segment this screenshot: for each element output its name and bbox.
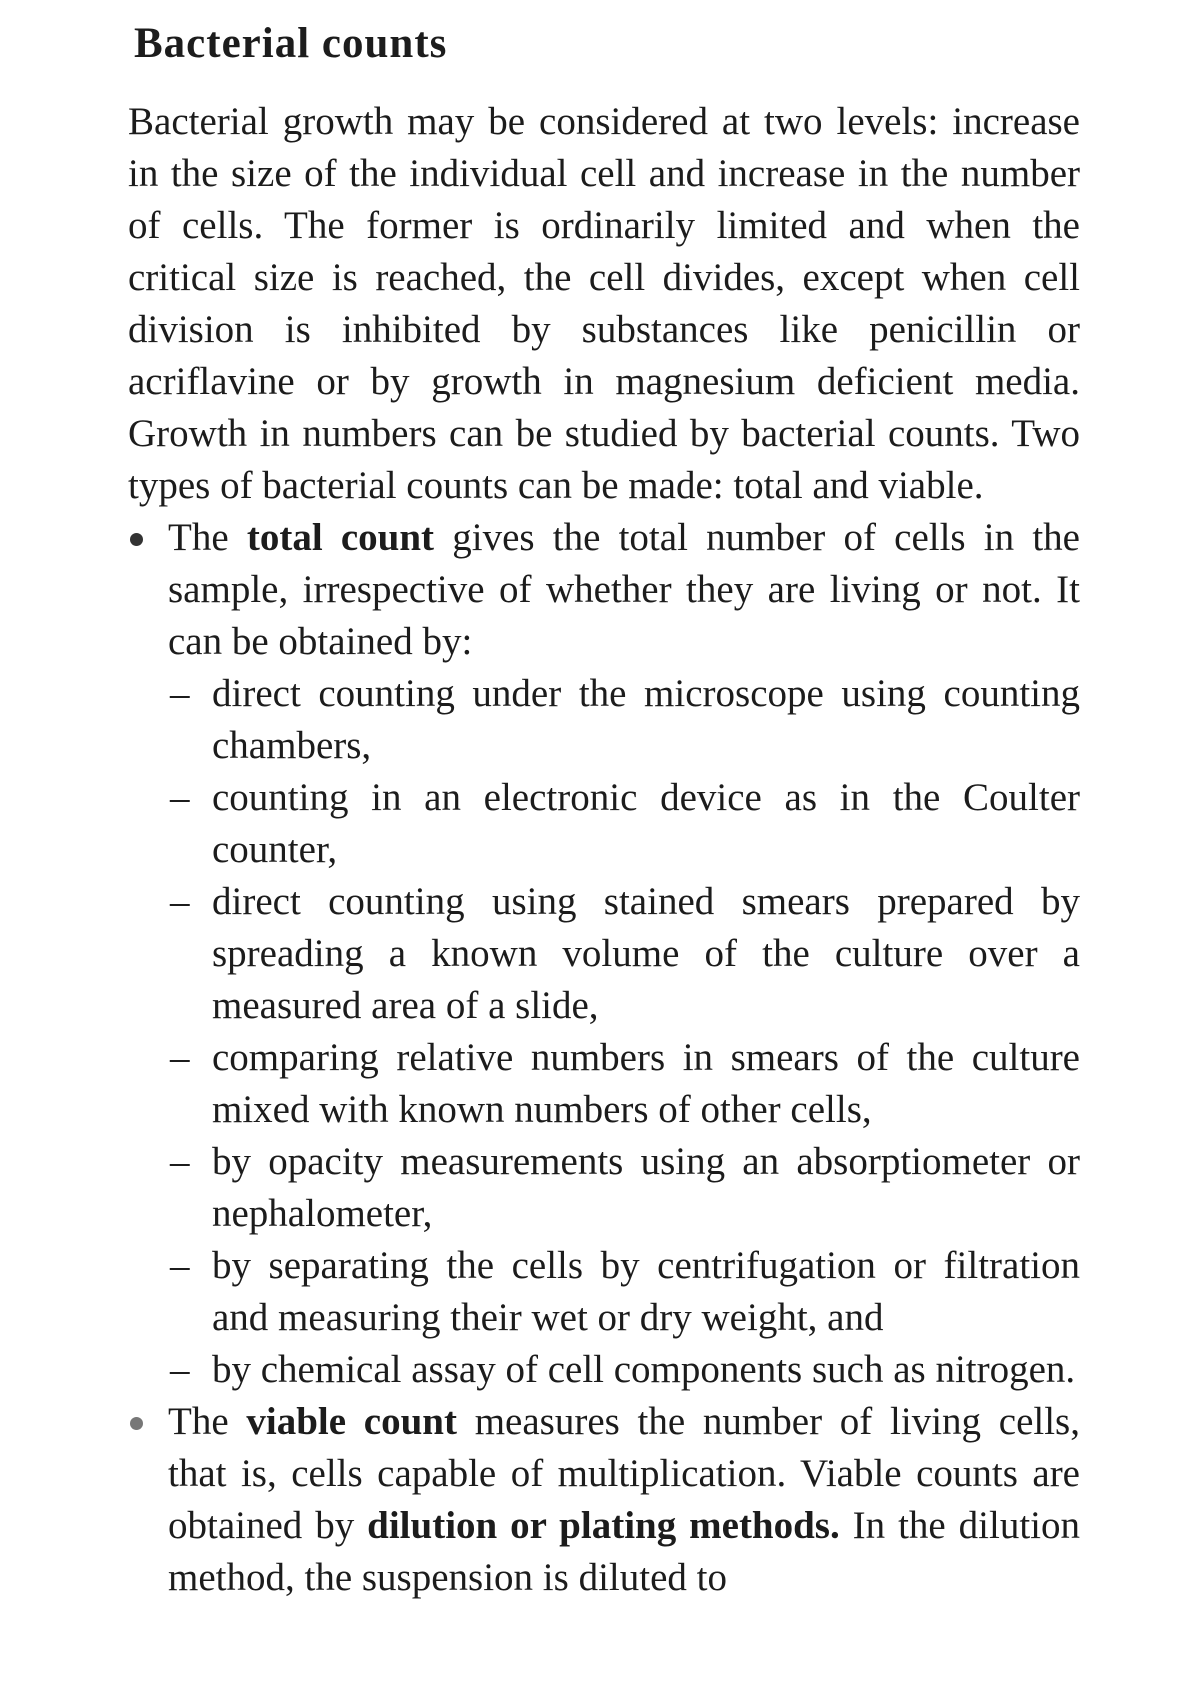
dash-icon: – (170, 880, 190, 923)
list-item: – comparing relative numbers in smears of the culture mixed with known numbers of other cells, (168, 1032, 1080, 1136)
list-item: – by chemical assay of cell components such as nitrogen. (168, 1344, 1080, 1396)
total-count-pre: The (168, 516, 247, 559)
viable-count-pre: The (168, 1400, 247, 1443)
count-types-list (128, 512, 1080, 1604)
dash-icon: – (170, 672, 190, 715)
viable-count-bullet (128, 1396, 1080, 1604)
dash-icon: – (170, 1244, 190, 1287)
methods-term: dilution or plating methods. (367, 1504, 840, 1547)
dash-icon: – (170, 1348, 190, 1391)
total-count-term: total count (246, 516, 435, 559)
dash-icon: – (170, 776, 190, 819)
total-count-text: gives the total number of cells in the sample, irrespective of whether they are living or not. It can be obtained by: (168, 516, 1080, 663)
total-count-methods (168, 668, 1080, 1396)
dash-icon: – (170, 1140, 190, 1183)
dash-icon: – (170, 1036, 190, 1079)
intro-paragraph: Bacterial growth may be considered at two levels: increase in the size of the individual cell and increase in the number of cells. The former is ordinarily limited and when the critical size is reached, the cell divides, except when cell division is inhibited by substances like penicillin or acriflavine or by growth in magnesium deficient media. Growth in numbers can be studied by bacterial counts. Two types of bacterial counts can be made: total and viable. (128, 100, 1080, 507)
total-count-bullet (128, 512, 1080, 1396)
list-item: – direct counting using stained smears prepared by spreading a known volume of the culture over a measured area of a slide, (168, 876, 1080, 1032)
viable-count-term: viable count (246, 1400, 457, 1443)
section-title: Bacterial counts (134, 20, 448, 67)
list-item: – by separating the cells by centrifugation or filtration and measuring their wet or dry weight, and (168, 1240, 1080, 1344)
viable-count-continuation: In the dilution method, the suspension is diluted to (168, 1504, 1080, 1599)
viable-count-text: measures the number of living cells, that is, cells capable of multiplication. Viable counts are obtained by (168, 1400, 1080, 1547)
list-item: – direct counting under the microscope using counting chambers, (168, 668, 1080, 772)
list-item: – counting in an electronic device as in the Coulter counter, (168, 772, 1080, 876)
bullet-dot-icon (130, 533, 143, 546)
list-item: – by opacity measurements using an absorptiometer or nephalometer, (168, 1136, 1080, 1240)
bullet-dot-icon (130, 1417, 143, 1430)
